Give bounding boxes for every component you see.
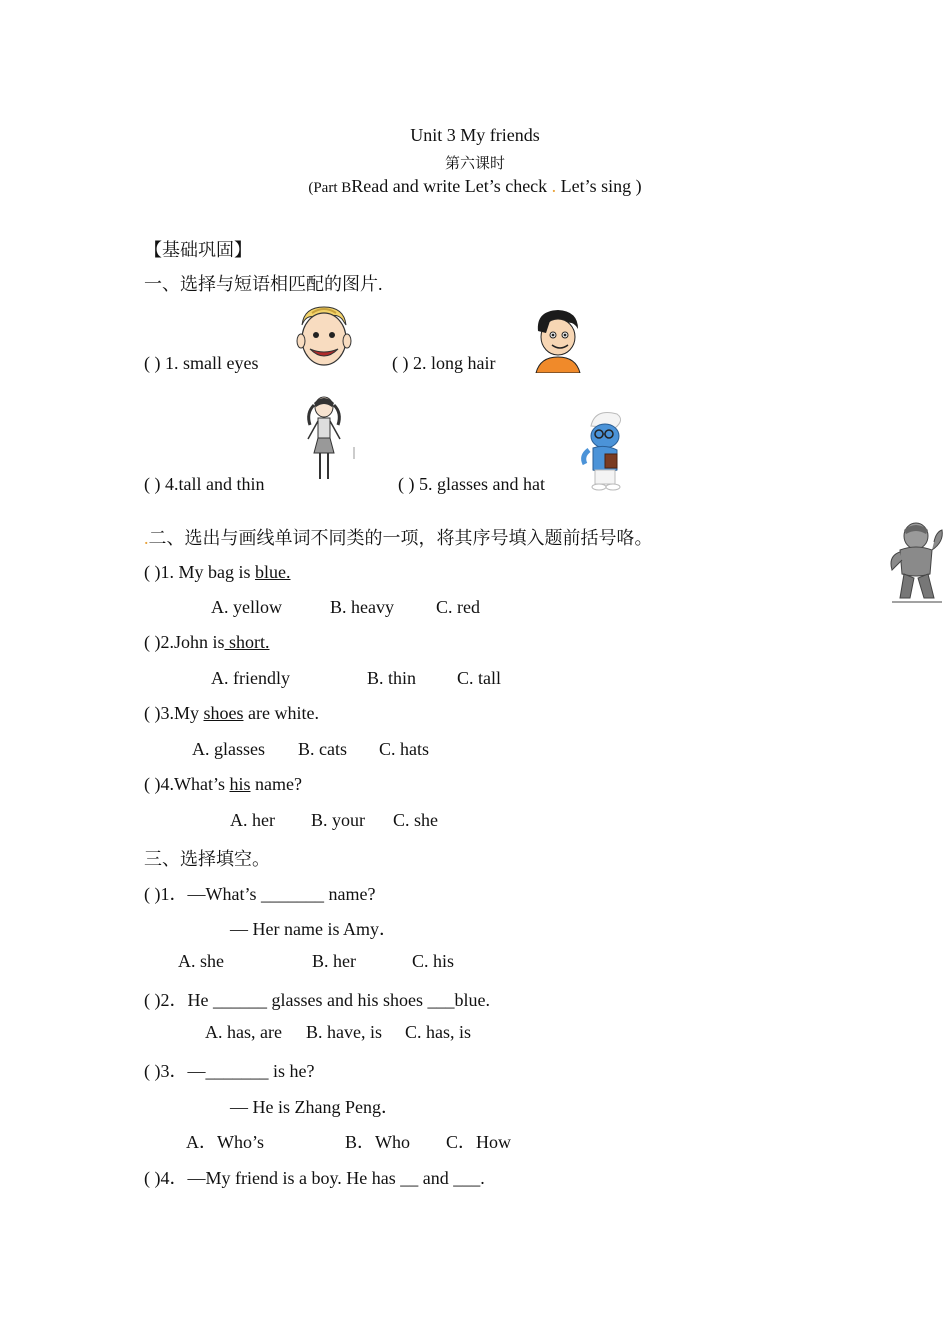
part2-q1: ( )1. My bag is blue. — [144, 562, 291, 582]
part3-q2-option-b: B. have, is — [306, 1022, 382, 1042]
part2-q3-option-b: B. cats — [298, 739, 347, 759]
part1-item-5: ( ) 5. glasses and hat — [398, 474, 545, 494]
part3-q1-line2: — Her name is Amy． — [230, 919, 397, 939]
part3-q4-line1: ( )4．—My friend is a boy. He has __ and ___. — [144, 1168, 485, 1188]
page-title: Unit 3 My friends — [410, 125, 540, 145]
part3-q3-line2: — He is Zhang Peng． — [230, 1097, 399, 1117]
part2-heading: .二、选出与画线单词不同类的一项，将其序号填入题前括号咯。 — [144, 528, 653, 548]
part-rest: Read and write Let’s check — [351, 176, 548, 196]
part2-q4-option-c: C. she — [393, 810, 438, 830]
part1-item-1: ( ) 1. small eyes — [144, 353, 259, 373]
part2-q1-option-a: A. yellow — [211, 597, 282, 617]
part1-heading: 一、选择与短语相匹配的图片. — [144, 274, 383, 294]
part2-q4-option-a: A. her — [230, 810, 275, 830]
part2-q2-option-a: A. friendly — [211, 668, 290, 688]
part3-heading: 三、选择填空。 — [144, 849, 270, 869]
part2-q3-option-c: C. hats — [379, 739, 430, 759]
part3-q1-option-a: A. she — [178, 951, 224, 971]
part2-q2-option-b: B. thin — [367, 668, 417, 688]
part2-q2: ( )2.John is short. — [144, 632, 270, 652]
part3-q1-option-b: B. her — [312, 951, 356, 971]
part-prefix: (Part B — [308, 180, 352, 196]
part2-q2-option-c: C. tall — [457, 668, 501, 688]
part3-q3-option-b: B．Who — [345, 1132, 410, 1152]
part3-q3-line1: ( )3．—_______ is he? — [144, 1061, 315, 1081]
part3-q1-option-c: C. his — [412, 951, 455, 971]
part3-q1-line1: ( )1．—What’s _______ name? — [144, 884, 376, 904]
part3-q2-line1: ( )2．He ______ glasses and his shoes ___blue. — [144, 990, 490, 1010]
part1-item-4: ( ) 4.tall and thin — [144, 474, 265, 494]
part3-q2-option-c: C. has, is — [405, 1022, 472, 1042]
boy-small-eyes-picture — [292, 303, 354, 371]
part2-q4-option-b: B. your — [311, 810, 365, 830]
section-basic-label: 【基础巩固】 — [144, 240, 252, 260]
lesson-label: 第六课时 — [444, 156, 505, 172]
part1-item-2: ( ) 2. long hair — [392, 353, 496, 373]
part3-q3-option-c: C．How — [446, 1132, 512, 1152]
part2-q1-option-b: B. heavy — [330, 597, 394, 617]
part2-q4: ( )4.What’s his name? — [144, 774, 302, 794]
part-subtitle: (Part BRead and write Let’s check . Let’s sing ) — [308, 176, 642, 196]
boy-long-hair-picture — [530, 307, 586, 373]
part2-q1-option-c: C. red — [436, 597, 480, 617]
strongman-picture — [886, 520, 948, 606]
part2-q3-option-a: A. glasses — [192, 739, 265, 759]
smurf-glasses-hat-picture — [575, 410, 635, 492]
part3-q2-option-a: A. has, are — [205, 1022, 282, 1042]
tall-thin-girl-picture — [296, 395, 356, 485]
part-end: Let’s sing ) — [560, 176, 642, 196]
part3-q3-option-a: A．Who’s — [186, 1132, 264, 1152]
part2-q3: ( )3.My shoes are white. — [144, 703, 319, 723]
